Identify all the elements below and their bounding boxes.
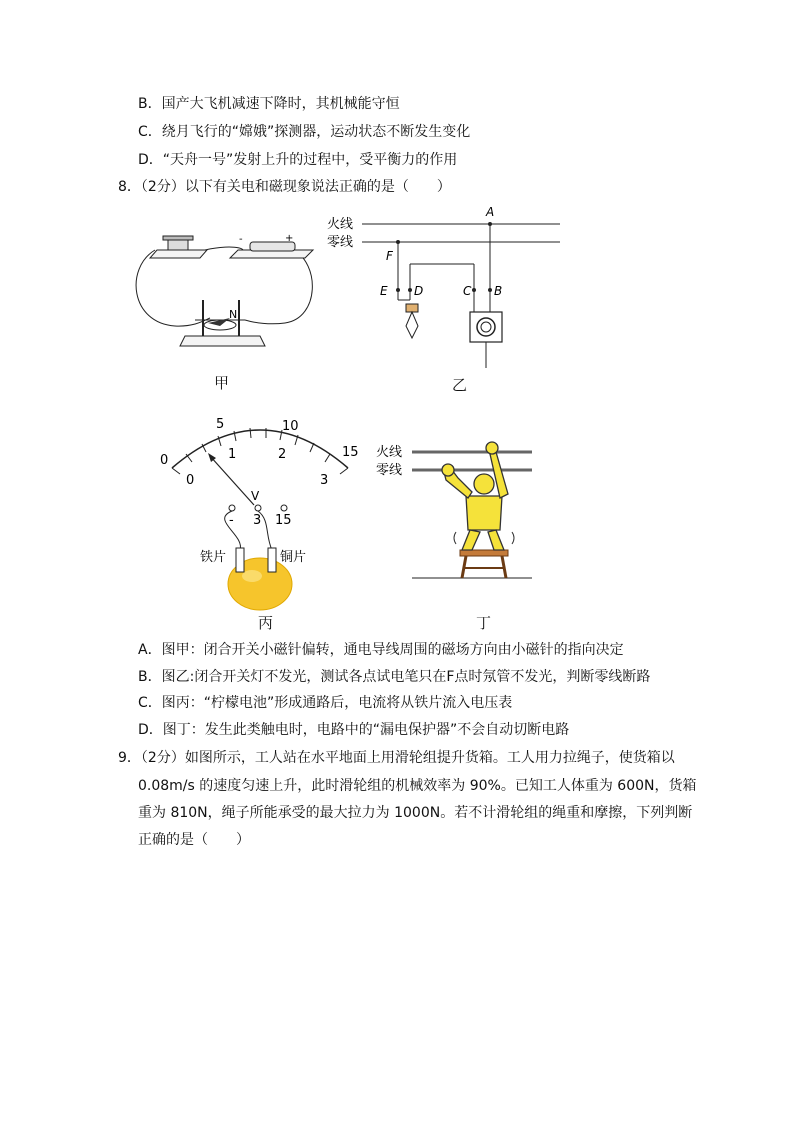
- plus-label: +: [285, 233, 294, 244]
- q9-line-4: 正确的是（ ）: [138, 832, 250, 848]
- top-scale-10: 10: [282, 419, 299, 434]
- point-d: D: [414, 284, 424, 298]
- q9-line-1: 9．（2分）如图所示，工人站在水平地面上用滑轮组提升货箱。工人用力拉绳子，使货箱以: [118, 750, 675, 766]
- terminal-15: 15: [275, 513, 292, 528]
- bottom-scale-3: 3: [320, 473, 329, 488]
- terminal-3: 3: [253, 513, 262, 528]
- q8-stem: 8．（2分）以下有关电和磁现象说法正确的是（ ）: [118, 179, 451, 195]
- voltmeter-unit: V: [251, 489, 260, 503]
- figure-bing-label: 丙: [258, 614, 274, 632]
- q9-line-3: 重为 810N，绳子所能承受的最大拉力为 1000N。若不计滑轮组的绳重和摩擦，下列判断: [138, 805, 693, 821]
- q8-option-d: D．图丁：发生此类触电时，电路中的“漏电保护器”不会自动切断电路: [138, 722, 570, 738]
- figure-yi-label: 乙: [452, 376, 468, 394]
- q7-option-c: C．绕月飞行的“嫦娥”探测器，运动状态不断发生变化: [138, 124, 471, 140]
- figure-jia-label: 甲: [214, 374, 230, 392]
- point-b: B: [494, 284, 503, 298]
- figure-bing: [150, 410, 370, 615]
- q8-option-b: B．图乙:闭合开关灯不发光，测试各点试电笔只在F点时氖管不发光，判断零线断路: [138, 669, 651, 685]
- top-scale-5: 5: [216, 417, 225, 432]
- figure-ding: [372, 432, 542, 587]
- bottom-scale-1: 1: [228, 447, 237, 462]
- q7-option-d: D．“天舟一号”发射上升的过程中，受平衡力的作用: [138, 152, 458, 168]
- figure-jia: [135, 228, 320, 358]
- point-f: F: [386, 249, 393, 263]
- ding-live-wire-label: 火线: [376, 445, 403, 460]
- neutral-wire-label: 零线: [327, 235, 354, 250]
- live-wire-label: 火线: [327, 217, 354, 232]
- q8-option-c: C．图丙：“柠檬电池”形成通路后，电流将从铁片流入电压表: [138, 695, 513, 711]
- q9-line-2: 0.08m/s 的速度匀速上升，此时滑轮组的机械效率为 90%。已知工人体重为 600N，货箱: [138, 778, 697, 794]
- bottom-scale-2: 2: [278, 447, 287, 462]
- point-c: C: [463, 284, 472, 298]
- top-scale-15: 15: [342, 445, 359, 460]
- terminal-minus: -: [229, 513, 234, 528]
- point-a: A: [486, 205, 495, 219]
- bottom-scale-0: 0: [186, 473, 195, 488]
- iron-plate-label: 铁片: [200, 550, 227, 565]
- north-pole-label: N: [229, 308, 238, 321]
- figure-yi: [322, 200, 562, 375]
- figure-ding-label: 丁: [476, 614, 492, 632]
- q7-option-b: B．国产大飞机减速下降时，其机械能守恒: [138, 96, 400, 112]
- point-e: E: [380, 284, 388, 298]
- copper-plate-label: 铜片: [280, 550, 307, 565]
- ding-neutral-wire-label: 零线: [376, 463, 403, 478]
- top-scale-0: 0: [160, 453, 169, 468]
- minus-label: -: [239, 234, 243, 245]
- q8-option-a: A．图甲：闭合开关小磁针偏转，通电导线周围的磁场方向由小磁针的指向决定: [138, 642, 624, 658]
